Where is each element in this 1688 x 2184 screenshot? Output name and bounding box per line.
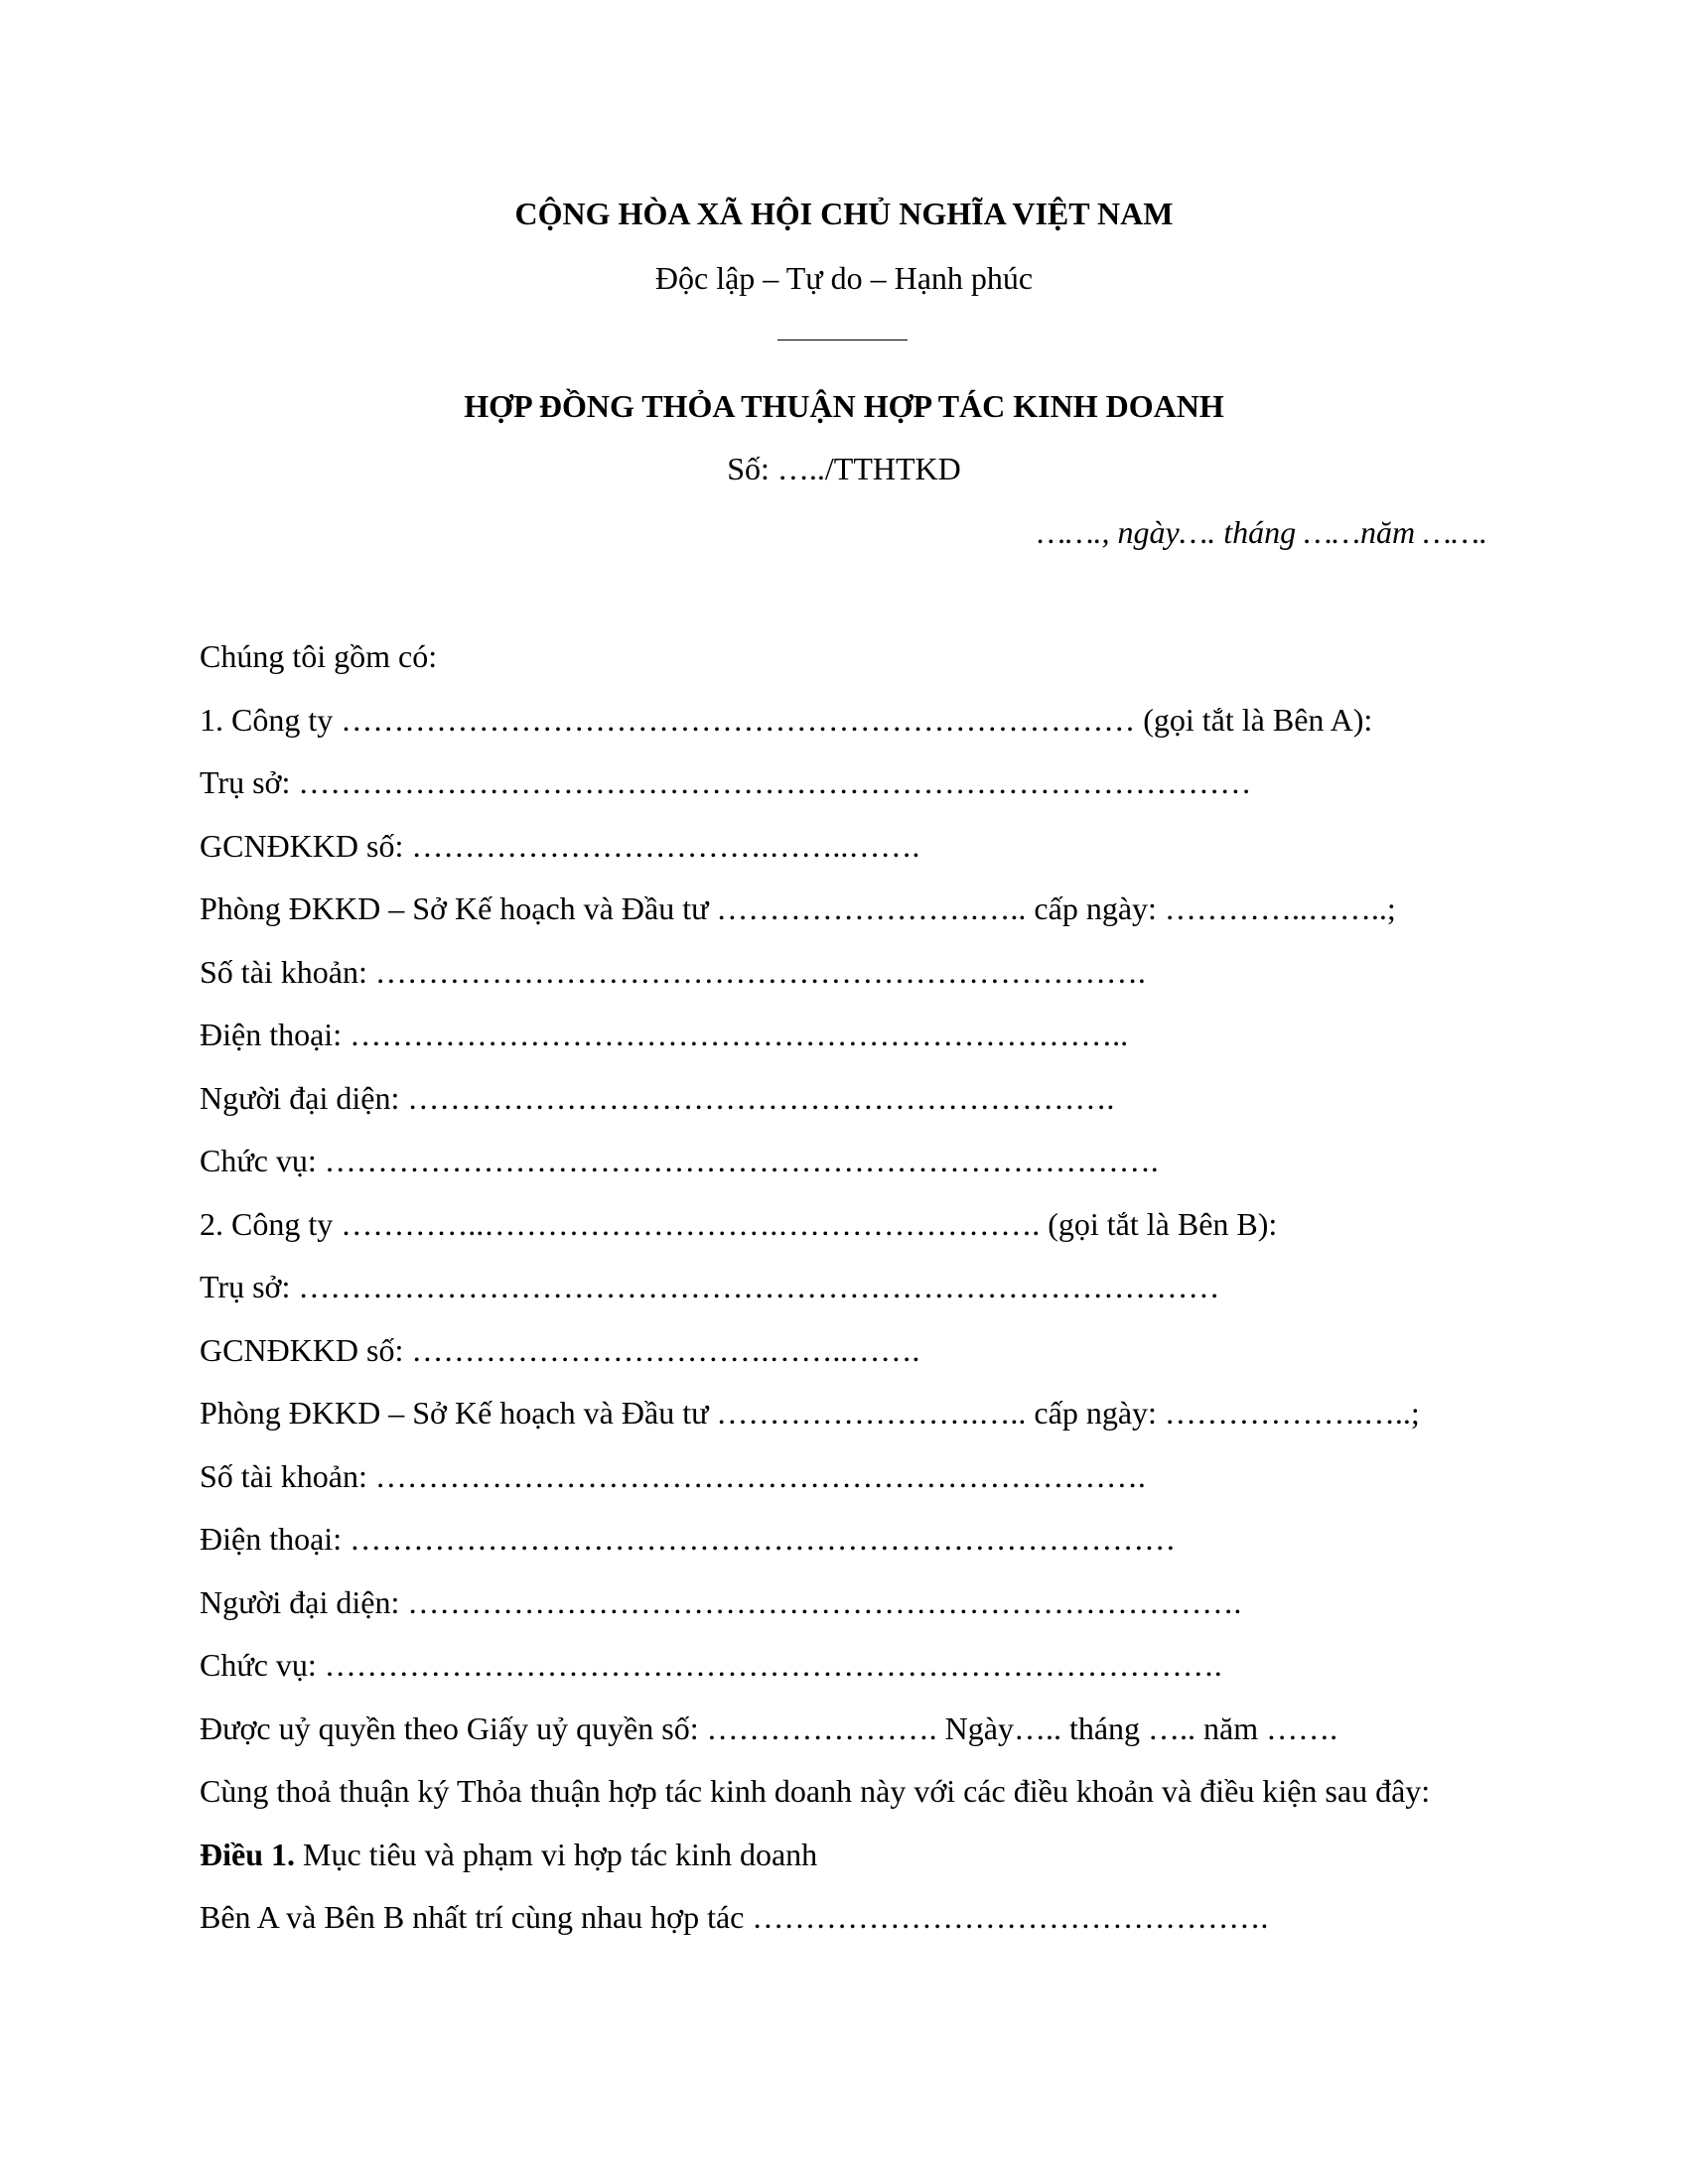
party-b-account: Số tài khoản: ………………………………………………………………. — [200, 1457, 1146, 1494]
party-b-registration: Phòng ĐKKD – Sở Kế hoạch và Đầu tư …………………….….. cấp ngày: ……………….…..; — [200, 1395, 1420, 1431]
party-b-business-cert: GCNĐKKD số: …………………………….……..……. — [200, 1331, 920, 1368]
header-divider — [777, 340, 908, 341]
party-b-phone: Điện thoại: …………………………………………………………………… — [200, 1521, 1177, 1557]
party-a-position: Chức vụ: ……………………………………………………………………. — [200, 1143, 1159, 1178]
party-b-position: Chức vụ: …………………………………………………………………………. — [200, 1647, 1222, 1683]
agreement-line: Cùng thoả thuận ký Thỏa thuận hợp tác kinh doanh này với các điều khoản và điều kiện sau đây: — [200, 1773, 1431, 1809]
party-b-representative: Người đại diện: ……………………………………………………………………. — [200, 1583, 1242, 1620]
contract-title: HỢP ĐỒNG THỎA THUẬN HỢP TÁC KINH DOANH — [464, 388, 1224, 424]
national-title: CỘNG HÒA XÃ HỘI CHỦ NGHĨA VIỆT NAM — [514, 196, 1174, 231]
party-a-business-cert: GCNĐKKD số: …………………………….……..……. — [200, 827, 920, 864]
article-1-title: Mục tiêu và phạm vi hợp tác kinh doanh — [295, 1836, 818, 1872]
authorization-line: Được uỷ quyền theo Giấy uỷ quyền số: …………………. Ngày….. tháng ….. năm ……. — [200, 1709, 1338, 1746]
contract-body — [200, 637, 1510, 1962]
national-motto: Độc lập – Tự do – Hạnh phúc — [654, 260, 1034, 296]
party-a-phone: Điện thoại: ……………………………………………………………….. — [200, 1017, 1129, 1052]
party-b-head-office: Trụ sở: …………………………………………………………………………… — [200, 1269, 1220, 1304]
article-1-heading — [200, 1836, 1510, 1899]
article-1-text: Bên A và Bên B nhất trí cùng nhau hợp tác …………………………………………. — [200, 1899, 1269, 1935]
party-a-head-office: Trụ sở: ……………………………………………………………………………… — [200, 764, 1252, 800]
party-a-registration: Phòng ĐKKD – Sở Kế hoạch và Đầu tư …………………….….. cấp ngày: …………..……..; — [200, 890, 1396, 926]
article-1-label: Điều 1. — [200, 1836, 295, 1872]
contract-date-line: ……., ngày…. tháng ……năm ……. — [1037, 514, 1487, 550]
contract-number: Số: …../TTHTKD — [727, 451, 961, 486]
party-a-company: 1. Công ty ………………………………………………………………… (gọi tắt là Bên A): — [200, 701, 1373, 738]
intro-line: Chúng tôi gồm có: — [200, 638, 438, 674]
party-b-company: 2. Công ty …………..……………………….……………………. (gọi tắt là Bên B): — [200, 1205, 1278, 1242]
party-a-account: Số tài khoản: ………………………………………………………………. — [200, 953, 1146, 990]
party-a-representative: Người đại diện: …………………………………………………………. — [200, 1079, 1115, 1116]
